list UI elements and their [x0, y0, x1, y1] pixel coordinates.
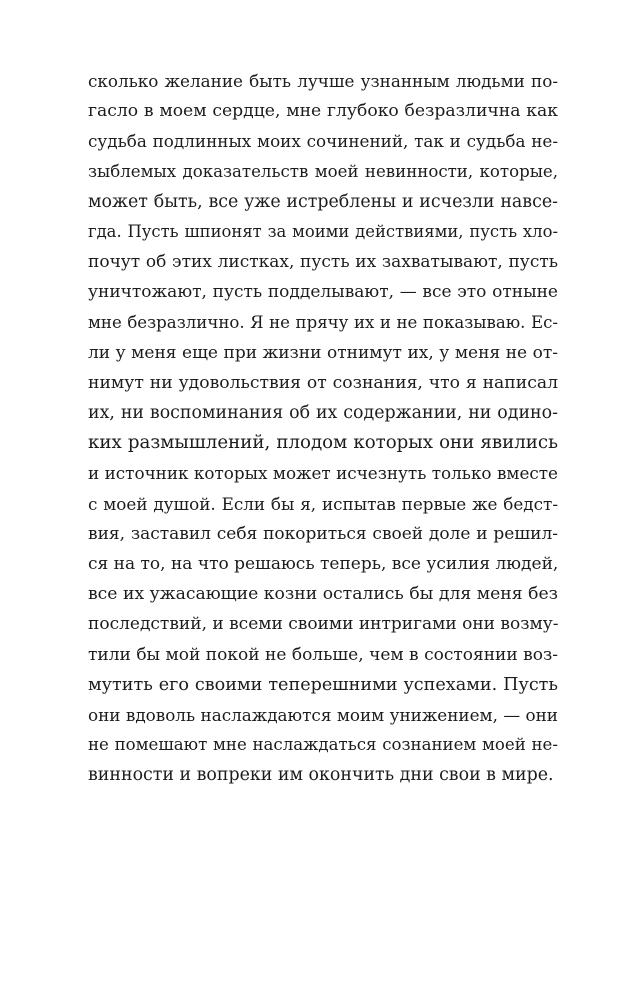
- text-line-8: уничтожают, пусть подделывают, — все это отныне: [88, 282, 558, 303]
- text-line-16: вия, заставил себя покориться своей доле и решил-: [88, 523, 558, 544]
- text-line-7: почут об этих листках, пусть их захватывают, пусть: [88, 252, 558, 273]
- text-line-23: не помешают мне наслаждаться сознанием моей не-: [88, 735, 558, 755]
- text-line-19: последствий, и всеми своими интригами они возму-: [88, 614, 558, 635]
- text-line-17: ся на то, на что решаюсь теперь, все усилия людей,: [88, 554, 558, 574]
- text-line-6: гда. Пусть шпионят за моими действиями, пусть хло-: [88, 221, 558, 241]
- text-line-22: они вдоволь наслаждаются моим унижением, — они: [88, 704, 558, 725]
- text-line-10: ли у меня еще при жизни отнимут их, у меня не от-: [88, 342, 558, 363]
- text-line-14: и источник которых может исчезнуть только вместе: [88, 463, 558, 484]
- text-line-18: все их ужасающие козни остались бы для меня без: [88, 584, 558, 605]
- body-paragraph: [88, 66, 558, 791]
- text-line-20: тили бы мой покой не больше, чем в состоянии воз-: [88, 644, 558, 665]
- text-line-2: гасло в моем сердце, мне глубоко безразлична как: [88, 101, 558, 122]
- text-line-3: судьба подлинных моих сочинений, так и судьба не-: [88, 131, 558, 152]
- text-line-9: мне безразлично. Я не прячу их и не показываю. Ес-: [88, 312, 558, 332]
- text-line-15: с моей душой. Если бы я, испытав первые же бедст-: [88, 493, 558, 514]
- text-line-13: ких размышлений, плодом которых они явились: [88, 432, 558, 454]
- text-line-5: может быть, все уже истреблены и исчезли навсе-: [88, 191, 558, 212]
- text-line-21: мутить его своими теперешними успехами. Пусть: [88, 674, 558, 695]
- text-line-11: нимут ни удовольствия от сознания, что я написал: [88, 372, 558, 393]
- text-line-24: винности и вопреки им окончить дни свои в мире.: [88, 765, 554, 786]
- text-line-4: зыблемых доказательств моей невинности, которые,: [88, 161, 558, 181]
- text-line-12: их, ни воспоминания об их содержании, ни одино-: [88, 403, 558, 424]
- text-line-1: сколько желание быть лучше узнанным людьми по-: [88, 71, 558, 91]
